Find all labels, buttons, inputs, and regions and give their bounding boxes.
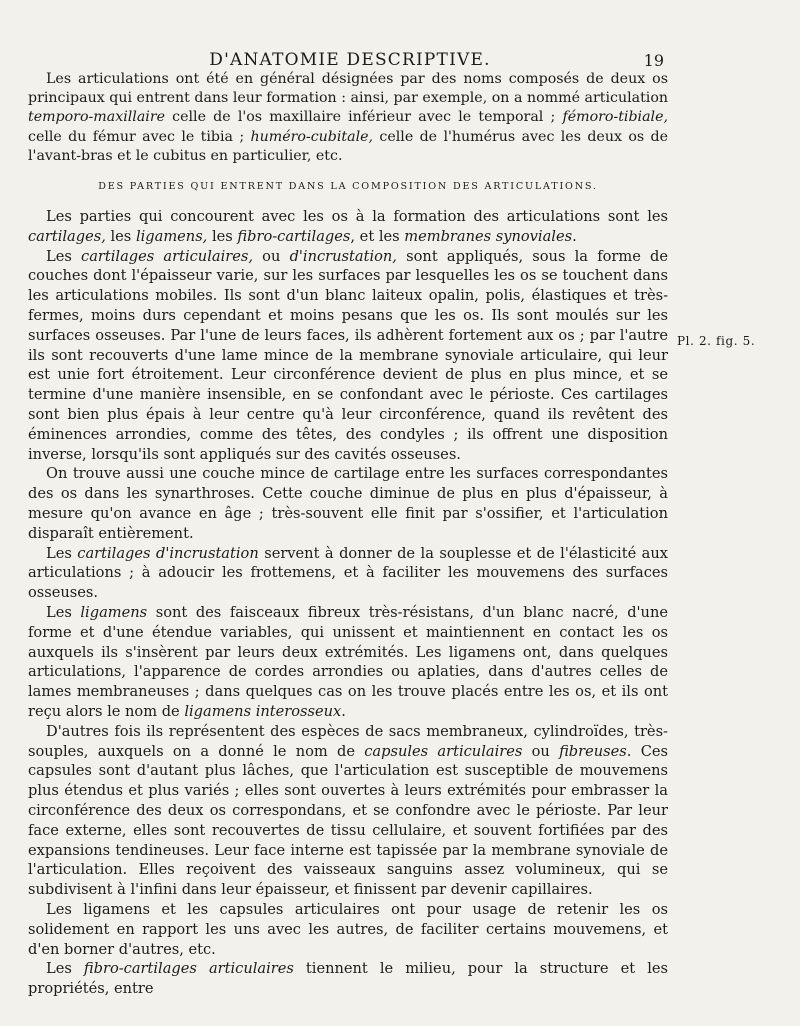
- term-cartilages: cartilages,: [28, 227, 106, 245]
- paragraph-cartilages-usage: Les cartilages d'incrustation servent à donner de la souplesse et de l'élasticité aux articulations ; à adoucir les frottemens, et à faciliter les mouvemens des surfaces osseuses.: [28, 544, 669, 602]
- term-ligamens-definition: ligamens: [80, 603, 148, 621]
- page-number: 19: [643, 51, 664, 70]
- term-femoro-tibiale: fémoro-tibiale,: [562, 109, 668, 126]
- term-membranes-synoviales: membranes synoviales: [404, 227, 573, 245]
- body-text: [28, 70, 668, 999]
- paragraph-capsules: D'autres fois ils représentent des espèces de sacs membraneux, cylindroïdes, très-souples, auxquels on a donné le nom de capsules articulaires ou fibreuses. Ces capsules sont d'autant plus lâches, que l'articulation est susceptible de mouvemens plus étendus et plus variés ; elles sont ouvertes à leurs extrémités pour embrasser la circonférence des deux os correspondans, et se confondre avec le périoste. Par leur face externe, elles sont recouvertes de tissu cellulaire, et souvent fortifiées par des expansions tendineuses. Leur face interne est tapissée par la membrane synoviale de l'articulation. Elles reçoivent des vaisseaux sanguins assez volumineux, qui se subdivisent à l'infini dans leur épaisseur, et finissent par devenir capillaires.: [28, 722, 668, 899]
- paragraph-synarthroses: On trouve aussi une couche mince de cartilage entre les surfaces correspondantes des os dans les synarthroses. Cette couche diminue de plus en plus d'épaisseur, à mesure qu'on avance en âge ; très-souvent elle finit par s'ossifier, et l'articulation disparaît entièrement.: [28, 465, 668, 542]
- term-capsules-articulaires: capsules articulaires: [364, 742, 523, 760]
- paragraph-articulations-naming: Les articulations ont été en général désignées par des noms composés de deux os principaux qui entrent dans leur formation : ainsi, par exemple, on a nommé articulation temporo-maxillaire celle de l'os maxillaire inférieur avec le temporal ; fémoro-tibiale, celle du fémur avec le tibia ; huméro-cubitale, celle de l'humérus avec les deux os de l'avant-bras et le cubitus en particulier, etc.: [28, 71, 668, 164]
- term-ligamens-interosseux: ligamens interosseux: [184, 702, 342, 720]
- term-ligamens: ligamens,: [135, 227, 208, 245]
- term-fibro-cartilages: fibro-cartilages: [237, 227, 351, 245]
- term-temporo-maxillaire: temporo-maxillaire: [28, 109, 165, 126]
- paragraph-ligamens-usage: Les ligamens et les capsules articulaires ont pour usage de retenir les os solidement en rapport les uns avec les autres, de faciliter certains mouvemens, et d'en borner d'autres, etc.: [28, 900, 668, 958]
- paragraph-parties: Les parties qui concourent avec les os à la formation des articulations sont les cartilages, les ligamens, les fibro-cartilages, et les membranes synoviales.: [28, 208, 668, 245]
- paragraph-fibro-cartilages: Les fibro-cartilages articulaires tiennent le milieu, pour la structure et les propriétés, entre: [28, 960, 668, 998]
- paragraph-cartilages-articulaires: Les cartilages articulaires, ou d'incrustation, sont appliqués, sous la forme de couches dont l'épaisseur varie, sur les surfaces par lesquelles les os se touchent dans les articulations mobiles. Ils sont d'un blanc laiteux opalin, polis, élastiques et très-fermes, moins durs cependant et moins pesans que les os. Ils sont moulés sur les surfaces osseuses. Par l'une de leurs faces, ils adhèrent fortement aux os ; par l'autre ils sont recouverts d'une lame mince de la membrane synoviale articulaire, qui leur est unie fort étroitement. Leur circonférence devient de plus en plus mince, et se termine d'une manière insensible, en se confondant avec le périoste. Ces cartilages sont bien plus épais à leur centre qu'à leur circonférence, quand ils revêtent des éminences arrondies, comme des têtes, des condyles ; ils offrent une disposition inverse, lorsqu'ils sont appliqués sur des cavités osseuses.: [28, 247, 669, 463]
- margin-note-plate-reference: Pl. 2. fig. 5.: [677, 334, 756, 348]
- running-title: D'ANATOMIE DESCRIPTIVE.: [209, 50, 491, 70]
- paragraph-ligamens: Les ligamens sont des faisceaux fibreux très-résistans, d'un blanc nacré, d'une forme et d'une étendue variables, qui unissent et maintiennent en contact les os auxquels ils s'insèrent par leurs deux extrémités. Les ligamens ont, dans quelques articulations, l'apparence de cordes arrondies ou aplaties, dans d'autres celles de lames membraneuses ; dans quelques cas on les trouve placés entre les os, et ils ont reçu alors le nom de ligamens interosseux.: [28, 603, 668, 720]
- term-incrustation: d'incrustation,: [289, 247, 397, 265]
- term-cartilages-incrustation: cartilages d'incrustation: [77, 544, 259, 562]
- section-heading: DES PARTIES QUI ENTRENT DANS LA COMPOSITION DES ARTICULATIONS.: [98, 181, 598, 193]
- term-fibro-cartilages-articulaires: fibro-cartilages articulaires: [83, 960, 294, 978]
- term-fibreuses: fibreuses: [559, 742, 627, 760]
- term-humero-cubitale: huméro-cubitale,: [250, 128, 374, 145]
- term-cartilages-articulaires: cartilages articulaires,: [81, 247, 253, 265]
